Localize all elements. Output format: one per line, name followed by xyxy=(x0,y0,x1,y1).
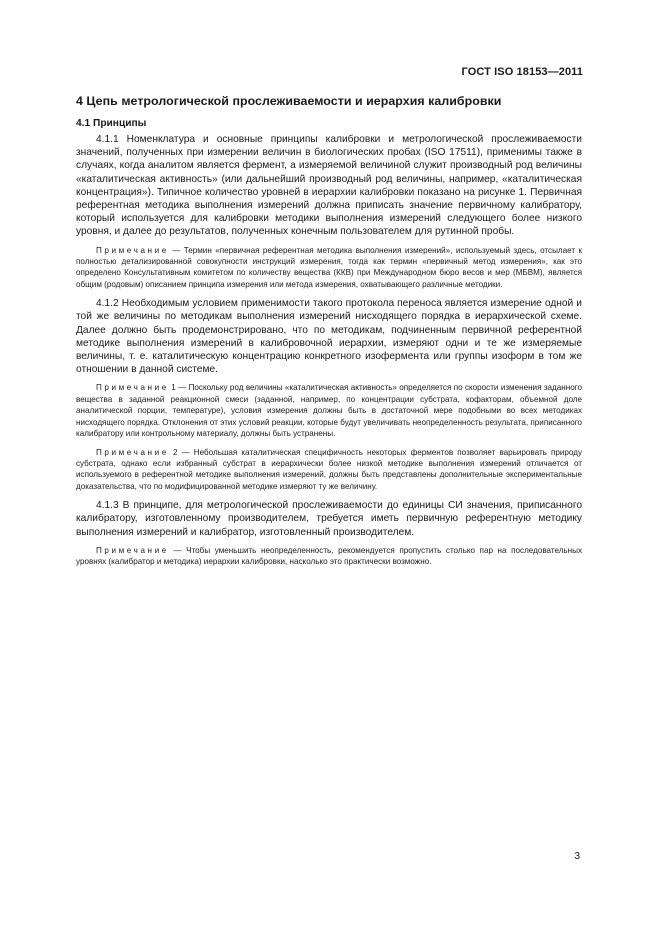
subsection-title: 4.1 Принципы xyxy=(76,118,147,129)
note-label: Примечание xyxy=(96,245,169,255)
paragraph-4-1-1: 4.1.1 Номенклатура и основные принципы калибровки и метрологической прослеживаемости значений, полученных при измерении величин в биологических пробах (ISO 17511), применимы также в случаях, когда аналитом является фермент, а измеряемой величиной служит производный род величины «каталитическая активность» (или дальнейший производный род величины, например, «каталитическая концентрация»). Типичное количество уровней в иерархии калибровки показано на рисунке 1. Первичная референтная методика выполнения измерений должна приписать значение первичному калибратору, который используется для калибровки методики выполнения измерений следующего более низкого уровня, и далее до результатов, полученных конечным пользователем для рутинной пробы. xyxy=(76,134,582,238)
paragraph-4-1-3: 4.1.3 В принципе, для метрологической прослеживаемости до единицы СИ значения, приписанного калибратору, изготовленному производителем, требуется иметь первичную референтную методику выполнения измерений и калибратор, изготовленный производителем. xyxy=(76,500,582,538)
paragraph-4-1-2: 4.1.2 Необходимым условием применимости такого протокола переноса является измерение одной и той же величины по методикам выполнения измерений нисходящего порядка в иерархической схеме. Далее должно быть продемонстрировано, что по методикам, подчиненным первичной референтной методике выполнения измерений в калибровочной иерархии, измеряют одни и те же измеряемые величины, т. е. каталитическую концентрацию конкретного изофермента или группы изоформ в том же отношении в данной системе. xyxy=(76,298,582,376)
note-paragraph-2 xyxy=(76,382,582,439)
document-id: ГОСТ ISO 18153—2011 xyxy=(461,66,583,78)
note-text: — Чтобы уменьшить неопределенность, рекомендуется пропустить столько пар на последовательных уровнях (калибратор и методика) иерархии калибровки, насколько это практически возможно. xyxy=(76,545,582,567)
section-title: 4 Цепь метрологической прослеживаемости и иерархия калибровки xyxy=(76,94,502,108)
note-label: Примечание xyxy=(96,447,169,457)
page-content xyxy=(76,94,582,575)
note-paragraph-3 xyxy=(76,447,582,493)
note-paragraph-1 xyxy=(76,245,582,291)
note-label: Примечание xyxy=(96,545,169,555)
note-text: 1 — Поскольку род величины «каталитическая активность» определяется по скорости изменения заданного вещества в заданной реакционной смеси (заданной, например, по концентрации субстрата, кофакторам, объемной доле аналитической порции, температуре), условия измерения должны быть в достаточной мере подобными во всех методиках нисходящего порядка. Отклонения от этих условий реакции, которые будут увеличивать неопределенность результата, приписанного калибратору или контрольному материалу, должны быть устранены. xyxy=(76,383,582,439)
note-label: Примечание xyxy=(96,383,169,393)
note-text: 2 — Небольшая каталитическая специфичность некоторых ферментов позволяет варьировать природу субстрата, однако если избранный субстрат в иерархически более низкой методике выполнения измерений отличается от используемого в референтной методике выполнения измерений, должны быть представлены дополнительные экспериментальные доказательства, что по модифицированной методике измеряют ту же величину. xyxy=(76,447,582,491)
note-paragraph-4 xyxy=(76,545,582,568)
page-number: 3 xyxy=(574,851,580,862)
note-text: — Термин «первичная референтная методика выполнения измерений», используемый здесь, отсылает к полностью детализированной совокупности инструкций измерения, тогда как термин «первичный метод измерения», как это определено Консультативным комитетом по количеству вещества (ККВ) при Международном бюро весов и мер (МБВМ), является общим (родовым) описанием принципа измерения или метода измерения, охватывающего различные методики. xyxy=(76,245,582,289)
